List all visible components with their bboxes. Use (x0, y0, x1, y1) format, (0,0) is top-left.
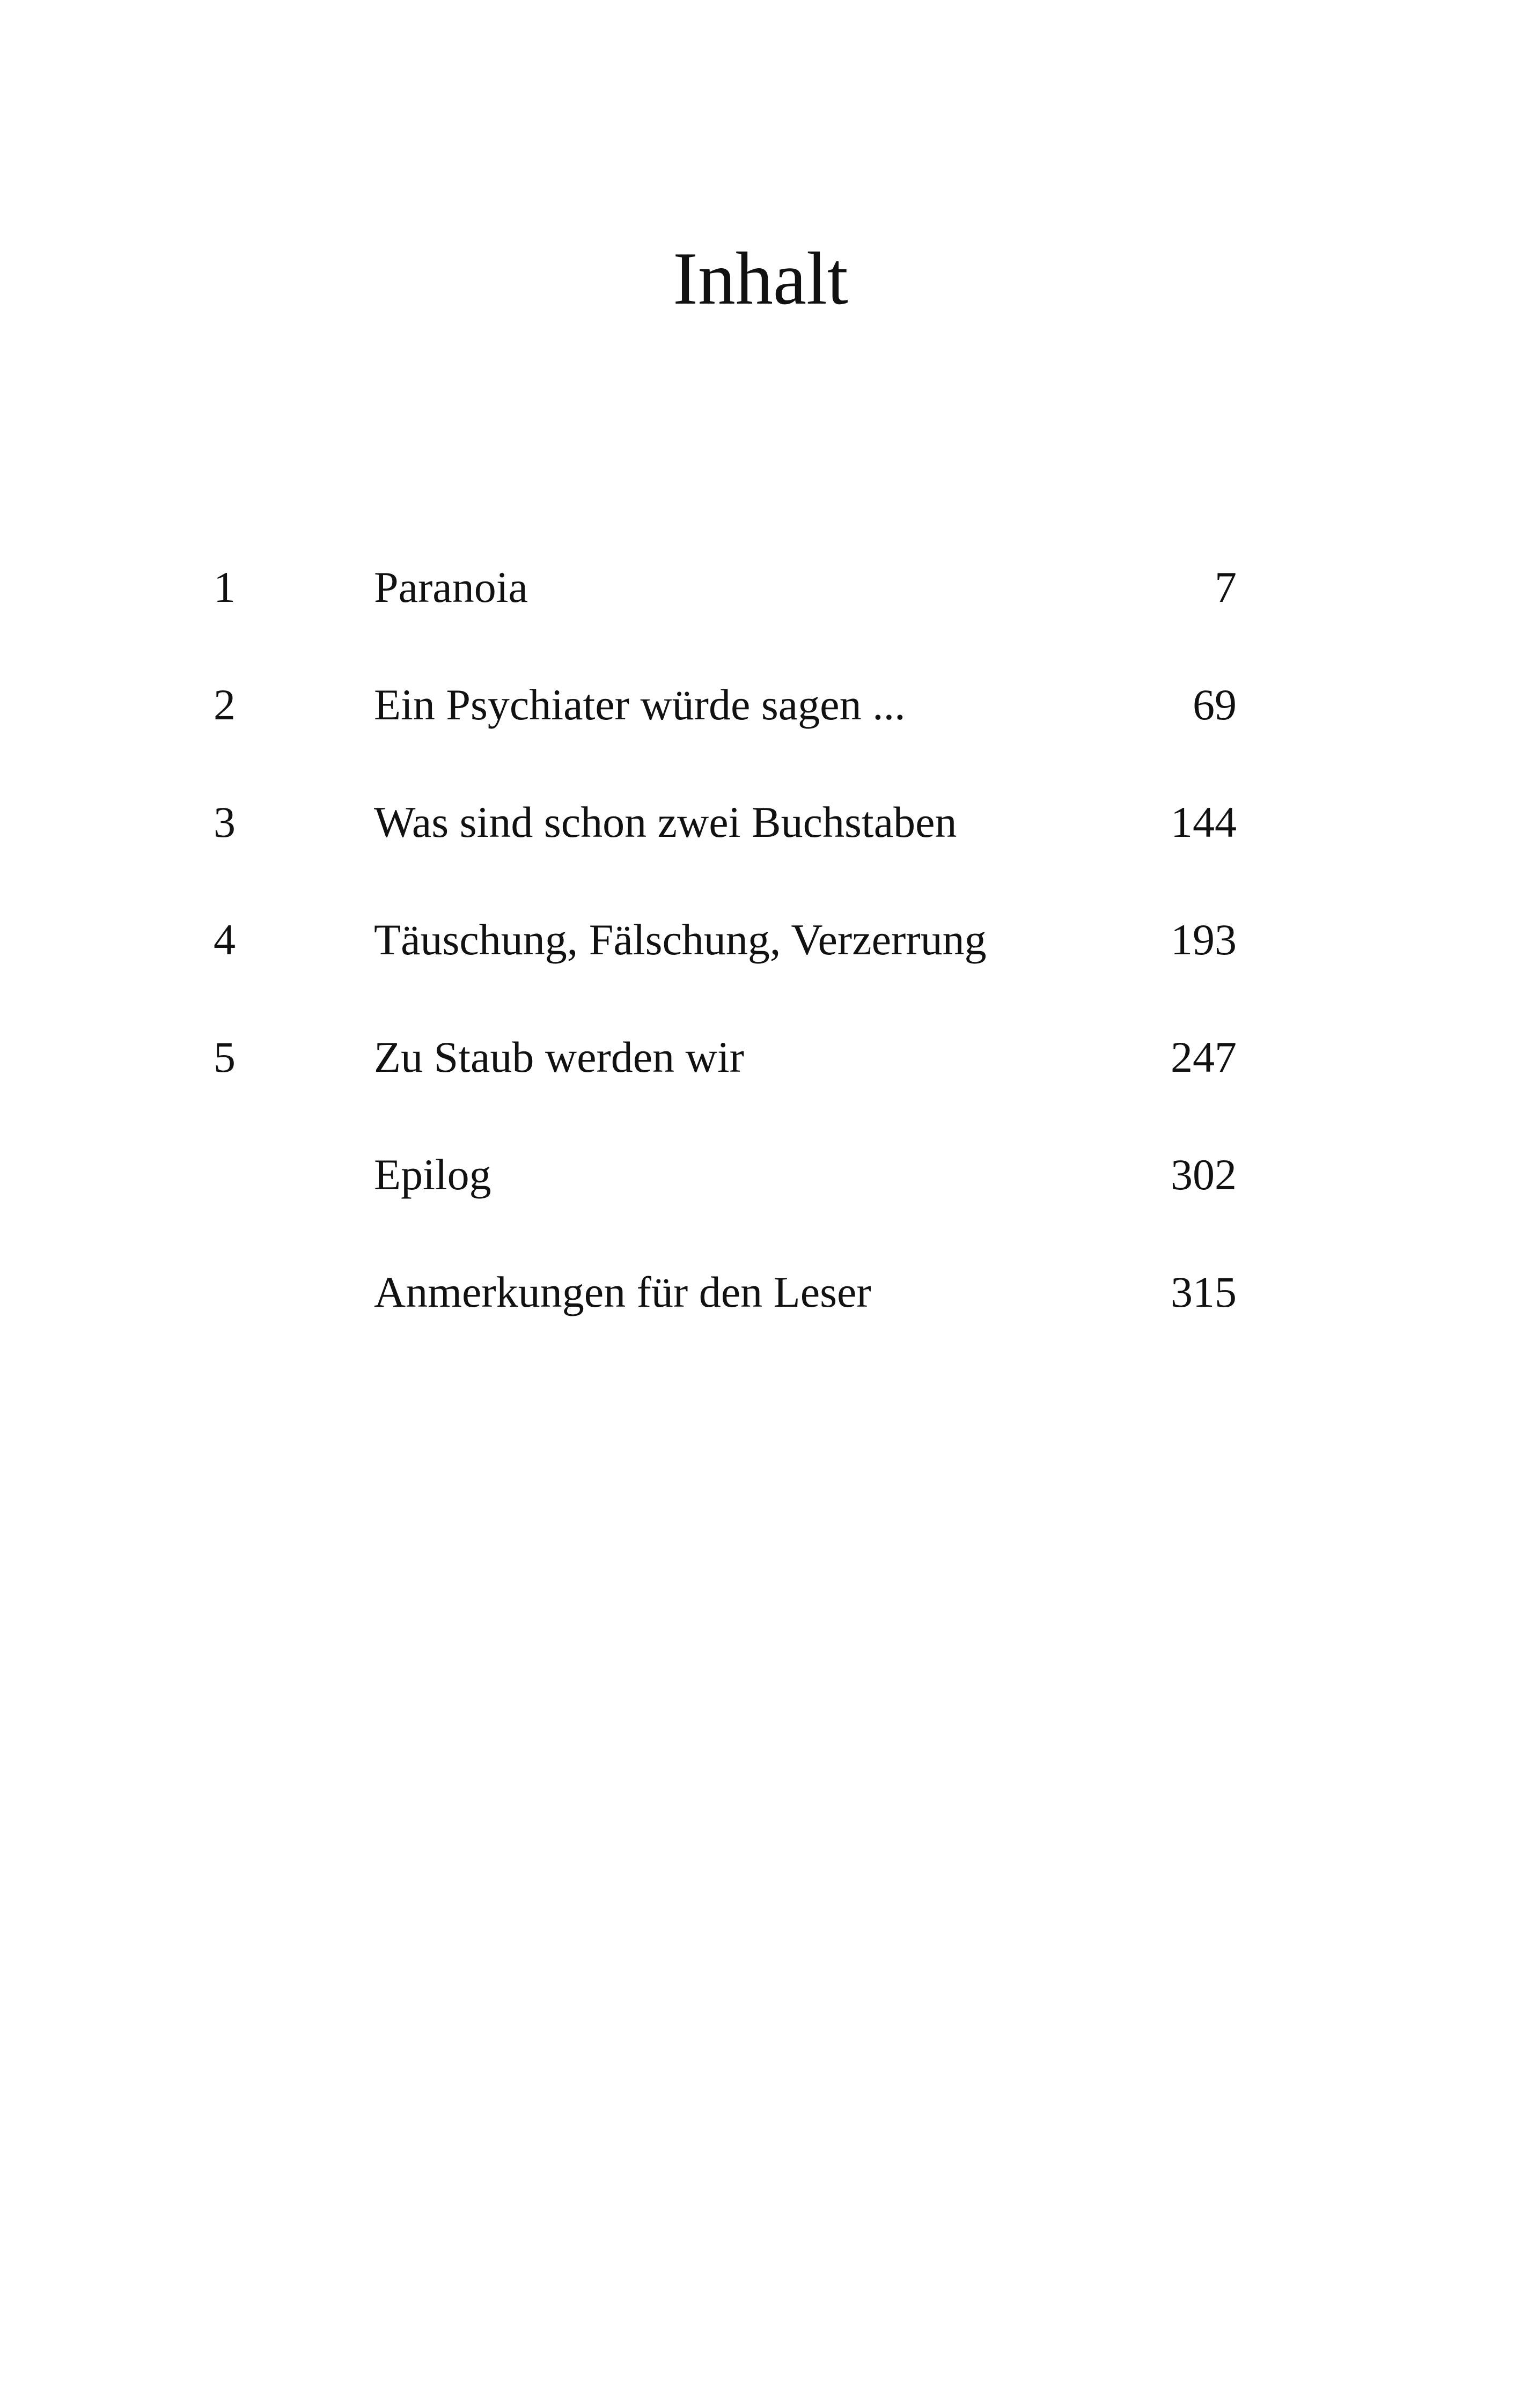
toc-entry-page: 69 (1193, 680, 1237, 729)
toc-entry (0, 1263, 1521, 1322)
toc-entry (0, 1028, 1521, 1087)
toc-entry-title: Täuschung, Fälschung, Verzerrung (374, 915, 987, 964)
toc-entry-title: Epilog (374, 1150, 491, 1199)
toc-entry (0, 910, 1521, 969)
toc-entry (0, 675, 1521, 734)
toc-entry-page: 315 (1171, 1268, 1237, 1316)
toc-entry-page: 302 (1171, 1150, 1237, 1199)
toc-entry-page: 247 (1171, 1033, 1237, 1081)
toc-entry-page: 193 (1171, 915, 1237, 964)
toc-entry-number: 3 (214, 798, 236, 846)
toc-entry-title: Anmerkungen für den Leser (374, 1268, 871, 1316)
toc-entry-title: Zu Staub werden wir (374, 1033, 744, 1081)
toc-entry-number: 1 (214, 563, 236, 612)
page-title: Inhalt (673, 237, 848, 320)
toc-entry (0, 793, 1521, 852)
toc-entry-title: Ein Psychiater würde sagen ... (374, 680, 906, 729)
toc-entry-page: 144 (1171, 798, 1237, 846)
toc-entry-title: Paranoia (374, 563, 528, 612)
toc-entry (0, 1145, 1521, 1204)
toc-entry (0, 558, 1521, 617)
toc-entry-number: 5 (214, 1033, 236, 1081)
toc-entry-number: 2 (214, 680, 236, 729)
toc-entry-number: 4 (214, 915, 236, 964)
toc-entry-page: 7 (1215, 563, 1237, 612)
toc-entry-title: Was sind schon zwei Buchstaben (374, 798, 957, 846)
